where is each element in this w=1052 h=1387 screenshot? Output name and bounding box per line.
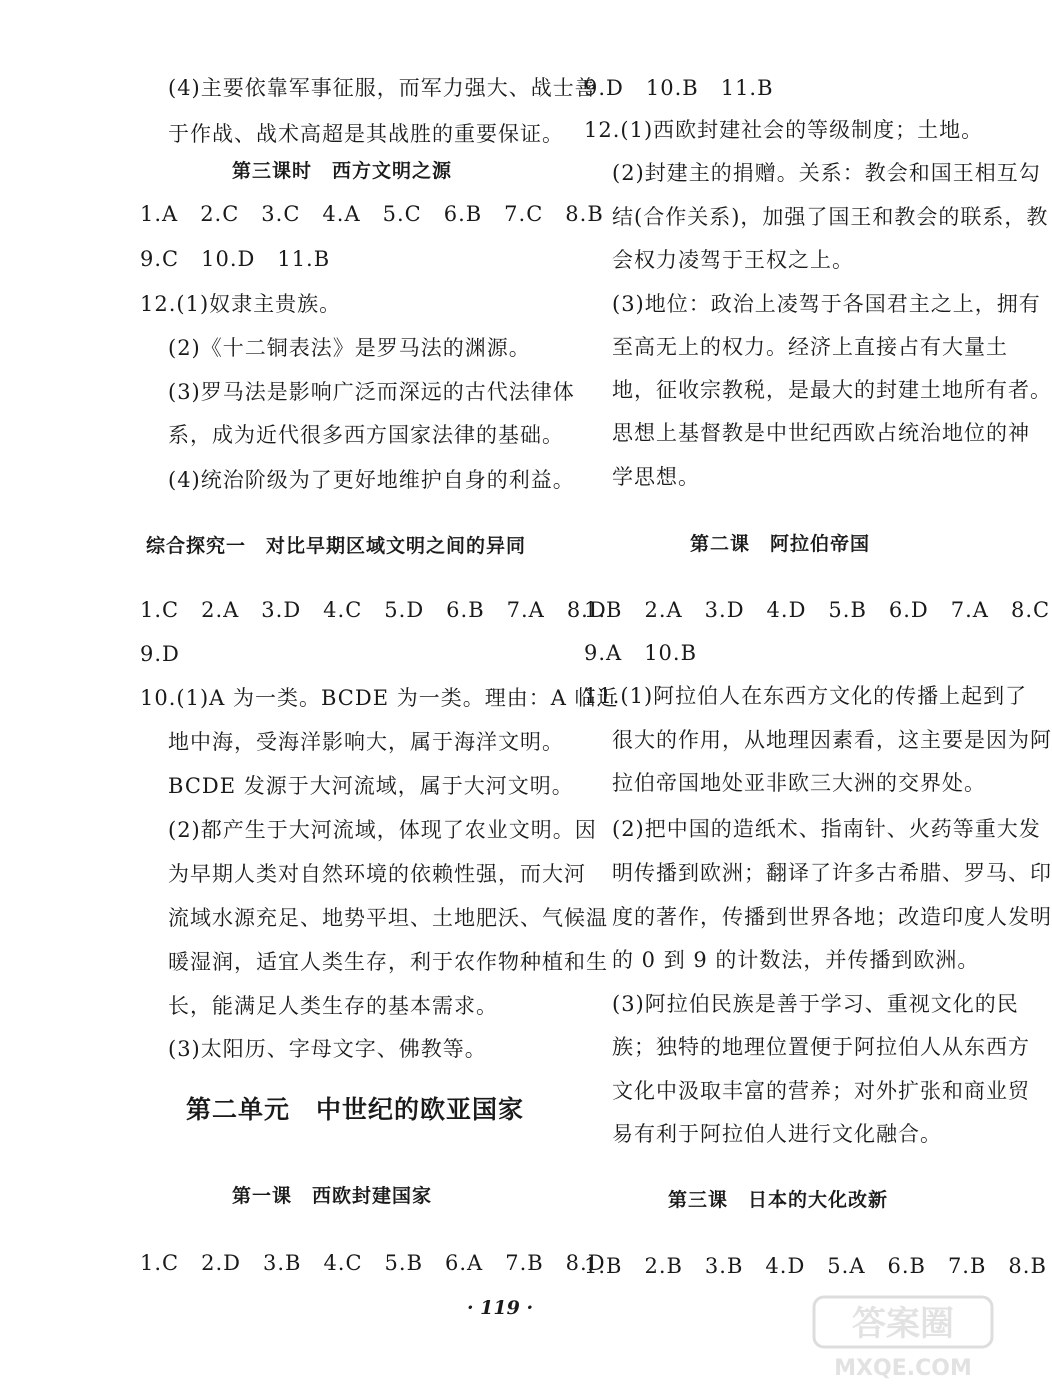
section-heading: 第一课 西欧封建国家 — [232, 1185, 433, 1207]
answer-line: 至高无上的权力。经济上直接占有大量土 — [612, 335, 1008, 359]
answer-line: 1.B 2.A 3.D 4.D 5.B 6.D 7.A 8.C — [584, 598, 1051, 622]
answer-line: 9.C 10.D 11.B — [140, 247, 331, 271]
answer-line: 12.(1)奴隶主贵族。 — [140, 292, 342, 316]
answer-line: 流域水源充足、地势平坦、土地肥沃、气候温 — [168, 906, 608, 930]
answer-line: 会权力凌驾于王权之上。 — [612, 248, 854, 272]
answer-line: 的 0 到 9 的计数法，并传播到欧洲。 — [612, 948, 980, 972]
answer-line: 9.D — [140, 642, 180, 666]
answer-line: (2)把中国的造纸术、指南针、火药等重大发 — [612, 817, 1041, 841]
answer-line: 12.(1)西欧封建社会的等级制度；土地。 — [584, 118, 984, 142]
section-heading: 第二课 阿拉伯帝国 — [690, 533, 871, 555]
answer-line: 系，成为近代很多西方国家法律的基础。 — [168, 423, 564, 447]
answer-line: 为早期人类对自然环境的依赖性强，而大河 — [168, 862, 586, 886]
answer-line: (4)主要依靠军事征服，而军力强大、战士善 — [168, 76, 597, 100]
watermark-url: MXQE.COM — [834, 1356, 972, 1381]
watermark-logo-text: 答案圈 — [852, 1304, 954, 1344]
answer-line: 11.(1)阿拉伯人在东西方文化的传播上起到了 — [584, 684, 1028, 708]
section-heading: 第三课时 西方文明之源 — [232, 160, 453, 182]
section-heading: 第三课 日本的大化改新 — [668, 1189, 889, 1211]
answer-line: (2)封建主的捐赠。关系：教会和国王相互勾 — [612, 161, 1041, 185]
answer-line: 1.C 2.A 3.D 4.C 5.D 6.B 7.A 8.D — [140, 598, 607, 622]
answer-line: 度的著作，传播到世界各地；改造印度人发明 — [612, 905, 1052, 929]
watermark-logo — [812, 1295, 994, 1381]
answer-line: 文化中汲取丰富的营养；对外扩张和商业贸 — [612, 1079, 1030, 1103]
section-heading: 综合探究一 对比早期区域文明之间的异同 — [146, 535, 527, 557]
answer-line: 很大的作用，从地理因素看，这主要是因为阿 — [612, 728, 1052, 752]
answer-line: BCDE 发源于大河流域，属于大河文明。 — [168, 774, 574, 798]
answer-line: 地，征收宗教税，是最大的封建土地所有者。 — [612, 378, 1052, 402]
answer-line: (2)都产生于大河流域，体现了农业文明。因 — [168, 818, 597, 842]
page-number: · 119 · — [466, 1297, 534, 1319]
answer-line: (4)统治阶级为了更好地维护自身的利益。 — [168, 468, 575, 492]
answer-line: (3)太阳历、字母文字、佛教等。 — [168, 1037, 487, 1061]
answer-line: 10.(1)A 为一类。BCDE 为一类。理由：A 临近 — [140, 686, 619, 710]
answer-line: 学思想。 — [612, 465, 700, 489]
answer-line: 思想上基督教是中世纪西欧占统治地位的神 — [612, 421, 1030, 445]
answer-line: 9.A 10.B — [584, 641, 698, 665]
answer-line: 结(合作关系)，加强了国王和教会的联系，教 — [612, 205, 1049, 229]
answer-line: 1.A 2.C 3.C 4.A 5.C 6.B 7.C 8.B — [140, 202, 604, 226]
answer-line: 明传播到欧洲；翻译了许多古希腊、罗马、印 — [612, 861, 1052, 885]
answer-line: (2)《十二铜表法》是罗马法的渊源。 — [168, 336, 531, 360]
answer-line: (3)地位：政治上凌驾于各国君主之上，拥有 — [612, 292, 1041, 316]
answer-line: 地中海，受海洋影响大，属于海洋文明。 — [168, 730, 564, 754]
answer-line: 易有利于阿拉伯人进行文化融合。 — [612, 1122, 942, 1146]
answer-line: 于作战、战术高超是其战胜的重要保证。 — [168, 122, 564, 146]
answer-line: (3)阿拉伯民族是善于学习、重视文化的民 — [612, 992, 1019, 1016]
unit-title: 第二单元 中世纪的欧亚国家 — [186, 1095, 525, 1124]
answer-line: 族；独特的地理位置便于阿拉伯人从东西方 — [612, 1035, 1030, 1059]
answer-line: 1.B 2.B 3.B 4.D 5.A 6.B 7.B 8.B — [584, 1254, 1047, 1278]
answer-line: (3)罗马法是影响广泛而深远的古代法律体 — [168, 380, 575, 404]
answer-line: 暖湿润，适宜人类生存，利于农作物种植和生 — [168, 950, 608, 974]
answer-line: 拉伯帝国地处亚非欧三大洲的交界处。 — [612, 771, 986, 795]
answer-line: 1.C 2.D 3.B 4.C 5.B 6.A 7.B 8.D — [140, 1251, 606, 1275]
answer-line: 9.D 10.B 11.B — [584, 76, 774, 100]
answer-line: 长，能满足人类生存的基本需求。 — [168, 994, 498, 1018]
